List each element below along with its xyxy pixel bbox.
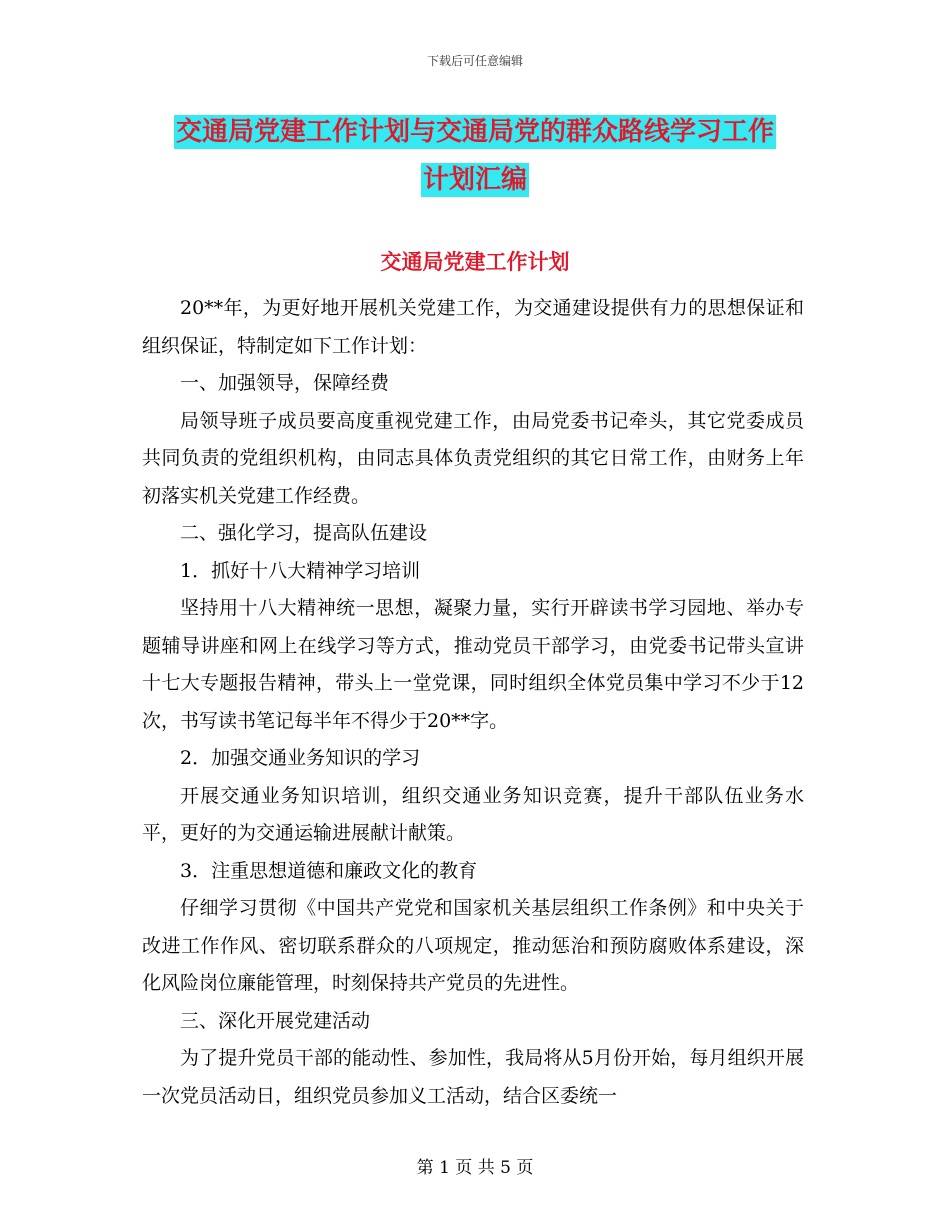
title-line-1 bbox=[0, 108, 950, 156]
paragraph: 一、加强领导，保障经费 bbox=[180, 372, 390, 394]
title-line-2 bbox=[0, 156, 950, 204]
document-body bbox=[142, 290, 804, 1115]
paragraph: 为了提升党员干部的能动性、参加性，我局将从5月份开始，每月组织开展一次党员活动日，组织党员参加义工活动，结合区委统一 bbox=[142, 1047, 804, 1107]
paragraph: 局领导班子成员要高度重视党建工作，由局党委书记牵头，其它党委成员共同负责的党组织机构，由同志具体负责党组织的其它日常工作，由财务上年初落实机关党建工作经费。 bbox=[142, 409, 804, 507]
paragraph: 二、强化学习，提高队伍建设 bbox=[180, 522, 428, 544]
paragraph: 1．抓好十八大精神学习培训 bbox=[180, 559, 421, 582]
paragraph: 开展交通业务知识培训，组织交通业务知识竞赛，提升干部队伍业务水平，更好的为交通运输进展献计献策。 bbox=[142, 784, 804, 844]
title-line-2-text: 计划汇编 bbox=[422, 165, 527, 195]
paragraph: 坚持用十八大精神统一思想，凝聚力量，实行开辟读书学习园地、举办专题辅导讲座和网上在线学习等方式，推动党员干部学习，由党委书记带头宣讲十七大专题报告精神，带头上一堂党课，同时组织全体党员集中学习不少于12次，书写读书笔记每半年不得少于20**字。 bbox=[142, 597, 804, 732]
section-title: 交通局党建工作计划 bbox=[380, 250, 570, 274]
paragraph: 三、深化开展党建活动 bbox=[180, 1009, 371, 1032]
document-title bbox=[0, 108, 950, 204]
paragraph: 20**年，为更好地开展机关党建工作，为交通建设提供有力的思想保证和组织保证，特制定如下工作计划： bbox=[142, 297, 804, 357]
page-footer: 第 1 页 共 5 页 bbox=[416, 1158, 534, 1178]
paragraph: 2．加强交通业务知识的学习 bbox=[180, 747, 421, 769]
paragraph: 3．注重思想道德和廉政文化的教育 bbox=[180, 859, 478, 882]
header-note: 下载后可任意编辑 bbox=[426, 54, 523, 68]
title-line-1-text: 交通局党建工作计划与交通局党的群众路线学习工作 bbox=[175, 117, 774, 147]
paragraph: 仔细学习贯彻《中国共产党党和国家机关基层组织工作条例》和中央关于改进工作作风、密切联系群众的八项规定，推动惩治和预防腐败体系建设，深化风险岗位廉能管理，时刻保持共产党员的先进性。 bbox=[142, 897, 804, 994]
